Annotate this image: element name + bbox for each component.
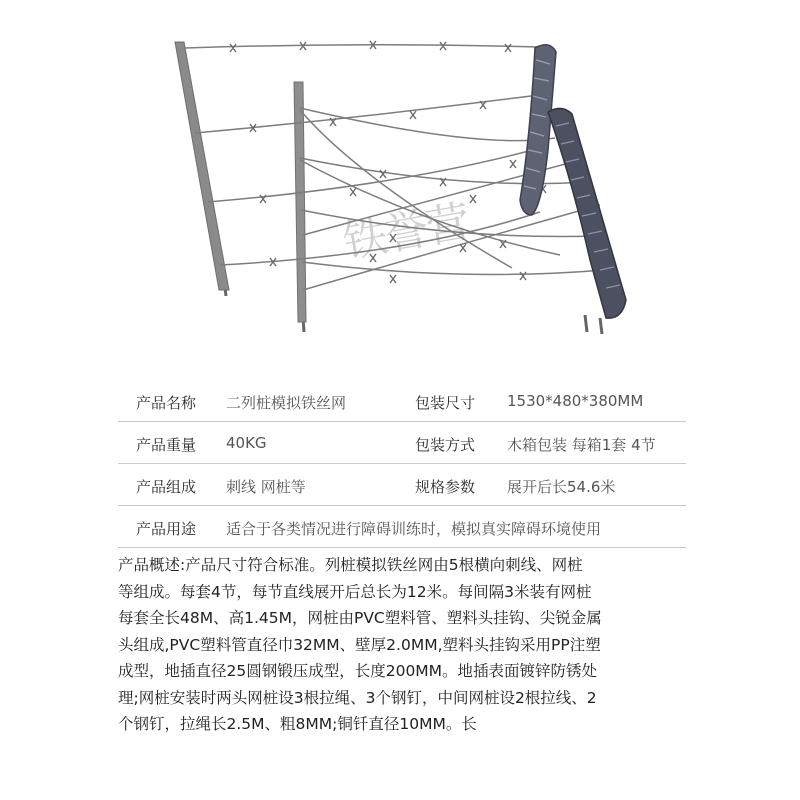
spec-label: 包装尺寸 bbox=[415, 394, 476, 412]
spec-value: 1530*480*380MM bbox=[507, 392, 644, 410]
spec-row bbox=[118, 464, 686, 506]
spec-label: 产品重量 bbox=[136, 436, 197, 454]
spec-value: 二列桩模拟铁丝网 bbox=[226, 394, 347, 412]
spec-label: 产品用途 bbox=[136, 520, 197, 538]
spec-value: 刺线 网桩等 bbox=[226, 478, 306, 496]
post-middle bbox=[294, 82, 306, 322]
spec-row bbox=[118, 380, 686, 422]
product-description bbox=[118, 552, 693, 738]
post-left bbox=[175, 42, 229, 290]
spec-label: 包装方式 bbox=[415, 436, 476, 454]
description-line: 成型，地插直径25圆钢锻压成型，长度200MM。地插表面镀锌防锈处 bbox=[118, 662, 598, 680]
spec-value: 展开后长54.6米 bbox=[507, 478, 616, 496]
description-line: 个钢钉，拉绳长2.5M、粗8MM;铜钎直径10MM。长 bbox=[118, 715, 477, 733]
spec-value: 适合于各类情况进行障碍训练时，模拟真实障碍环境使用 bbox=[226, 520, 602, 538]
spec-label: 产品名称 bbox=[136, 394, 197, 412]
description-line: 头组成,PVC塑料管直径巾32MM、壁厚2.0MM,塑料头挂钩采用PP注塑 bbox=[118, 635, 601, 654]
barbed-wire-illustration bbox=[0, 0, 800, 360]
product-photo bbox=[0, 0, 800, 360]
spec-label: 产品组成 bbox=[136, 478, 197, 496]
spec-table bbox=[118, 380, 686, 548]
wire-bundle-back bbox=[520, 45, 556, 215]
spec-value: 40KG bbox=[226, 434, 267, 452]
spec-label: 规格参数 bbox=[415, 478, 476, 496]
spec-value: 木箱包装 每箱1套 4节 bbox=[507, 436, 656, 454]
description-line: 每套全长48M、高1.45M，网桩由PVC塑料管、塑料头挂钩、尖锐金属 bbox=[118, 609, 602, 627]
description-line: 等组成。每套4节，每节直线展开后总长为12米。每间隔3米装有网桩 bbox=[118, 582, 592, 601]
spec-row bbox=[118, 506, 686, 548]
description-line: 产品概述:产品尺寸符合标准。列桩模拟铁丝网由5根横向刺线、网桩 bbox=[118, 556, 583, 574]
wire-bundle-front bbox=[548, 108, 626, 318]
description-line: 理;网桩安装时两头网桩设3根拉绳、3个钢钉，中间网桩设2根拉线、2 bbox=[118, 688, 597, 707]
spec-row bbox=[118, 422, 686, 464]
watermark: 铁誉营 bbox=[339, 196, 473, 269]
